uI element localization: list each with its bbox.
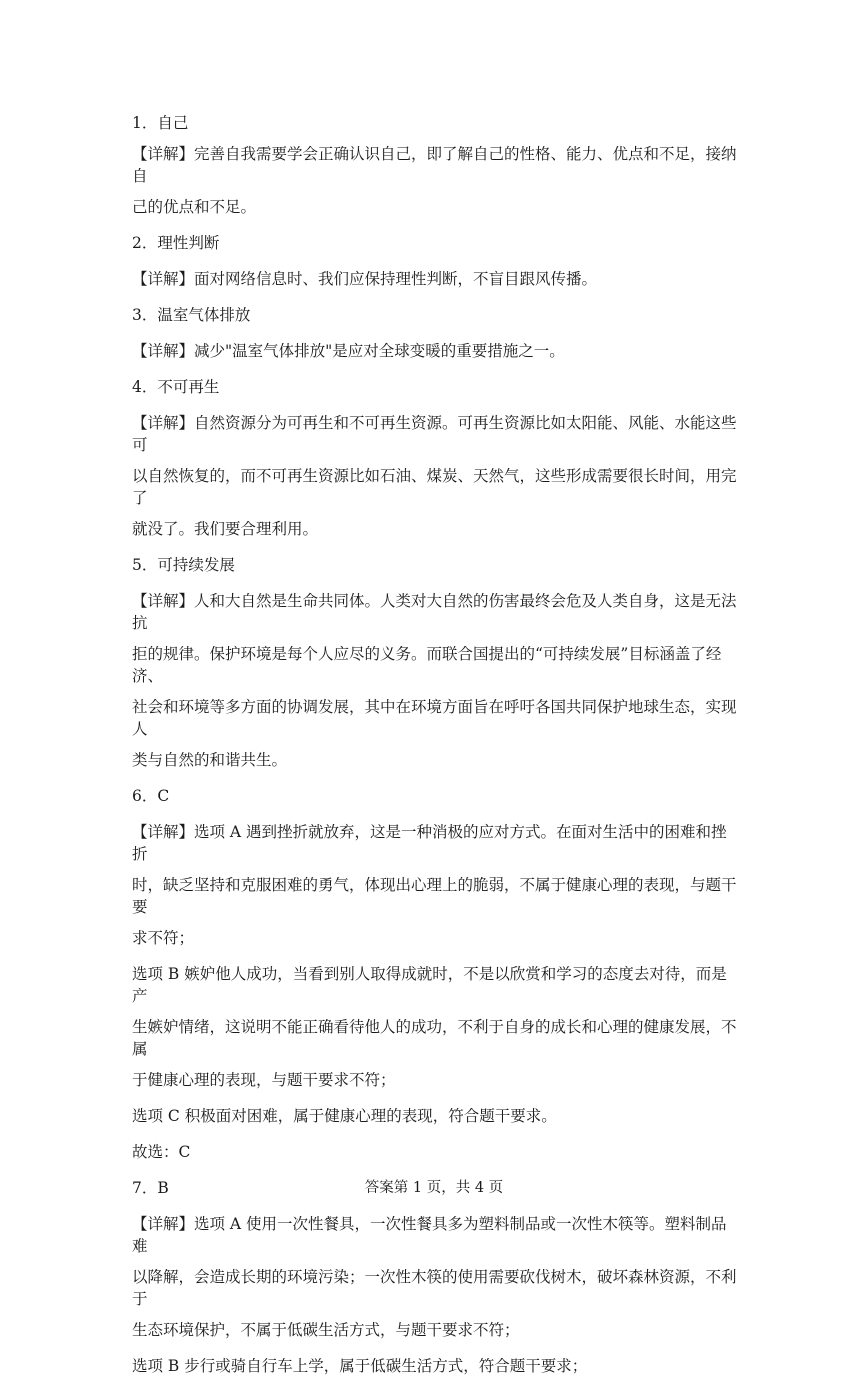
detail-line: 以降解，会造成长期的环境污染；一次性木筷的使用需要砍伐树木，破坏森林资源，不利于: [132, 1268, 737, 1308]
answer-4: 4．不可再生: [132, 378, 220, 396]
detail-line: 于健康心理的表现，与题干要求不符；: [132, 1071, 396, 1089]
detail-line: 选项 C 积极面对困难，属于健康心理的表现，符合题干要求。: [132, 1107, 557, 1125]
detail-line: 【详解】自然资源分为可再生和不可再生资源。可再生资源比如太阳能、风能、水能这些可: [132, 414, 737, 454]
page-footer: 答案第 1 页，共 4 页: [364, 1180, 504, 1196]
detail-5: [132, 590, 742, 771]
detail-6: [132, 821, 742, 949]
detail-1: [132, 143, 742, 218]
detail-line: 故选：C: [132, 1143, 191, 1161]
answer-5: 5．可持续发展: [132, 556, 235, 574]
detail-7-option-b: [132, 1355, 742, 1377]
detail-6-option-c: [132, 1105, 742, 1127]
detail-line: 【详解】减少"温室气体排放"是应对全球变暖的重要措施之一。: [132, 342, 565, 360]
answer-2: 2．理性判断: [132, 234, 220, 252]
detail-line: 社会和环境等多方面的协调发展，其中在环境方面旨在呼吁各国共同保护地球生态，实现人: [132, 698, 737, 738]
answer-1: 1．自己: [132, 114, 189, 132]
answer-6: 6．C: [132, 787, 170, 805]
answer-3: 3．温室气体排放: [132, 306, 251, 324]
detail-6-option-b: [132, 963, 742, 1091]
detail-line: 求不符；: [132, 929, 195, 947]
detail-6-conclusion: [132, 1141, 742, 1163]
detail-line: 【详解】选项 A 遇到挫折就放弃，这是一种消极的应对方式。在面对生活中的困难和挫折: [132, 823, 727, 863]
detail-7: [132, 1213, 742, 1341]
detail-3: [132, 340, 742, 362]
detail-line: 【详解】人和大自然是生命共同体。人类对大自然的伤害最终会危及人类自身，这是无法抗: [132, 592, 737, 632]
detail-line: 类与自然的和谐共生。: [132, 751, 288, 769]
detail-4: [132, 412, 742, 540]
detail-line: 【详解】选项 A 使用一次性餐具，一次性餐具多为塑料制品或一次性木筷等。塑料制品难: [132, 1215, 727, 1255]
detail-line: 就没了。我们要合理利用。: [132, 520, 319, 538]
detail-line: 选项 B 步行或骑自行车上学，属于低碳生活方式，符合题干要求；: [132, 1357, 588, 1375]
detail-line: 己的优点和不足。: [132, 198, 257, 216]
detail-line: 以自然恢复的，而不可再生资源比如石油、煤炭、天然气，这些形成需要很长时间，用完了: [132, 467, 737, 507]
detail-line: 【详解】面对网络信息时、我们应保持理性判断，不盲目跟风传播。: [132, 270, 598, 288]
detail-line: 选项 B 嫉妒他人成功，当看到别人取得成就时，不是以欣赏和学习的态度去对待，而是产: [132, 965, 727, 1005]
detail-line: 【详解】完善自我需要学会正确认识自己，即了解自己的性格、能力、优点和不足，接纳自: [132, 145, 737, 185]
detail-line: 生态环境保护，不属于低碳生活方式，与题干要求不符；: [132, 1321, 520, 1339]
answer-7: 7．B: [132, 1179, 169, 1197]
detail-line: 时，缺乏坚持和克服困难的勇气，体现出心理上的脆弱，不属于健康心理的表现，与题干要: [132, 876, 737, 916]
detail-line: 生嫉妒情绪，这说明不能正确看待他人的成功，不利于自身的成长和心理的健康发展，不属: [132, 1018, 737, 1058]
detail-2: [132, 268, 742, 290]
detail-line: 拒的规律。保护环境是每个人应尽的义务。而联合国提出的“可持续发展”目标涵盖了经济、: [132, 645, 722, 685]
